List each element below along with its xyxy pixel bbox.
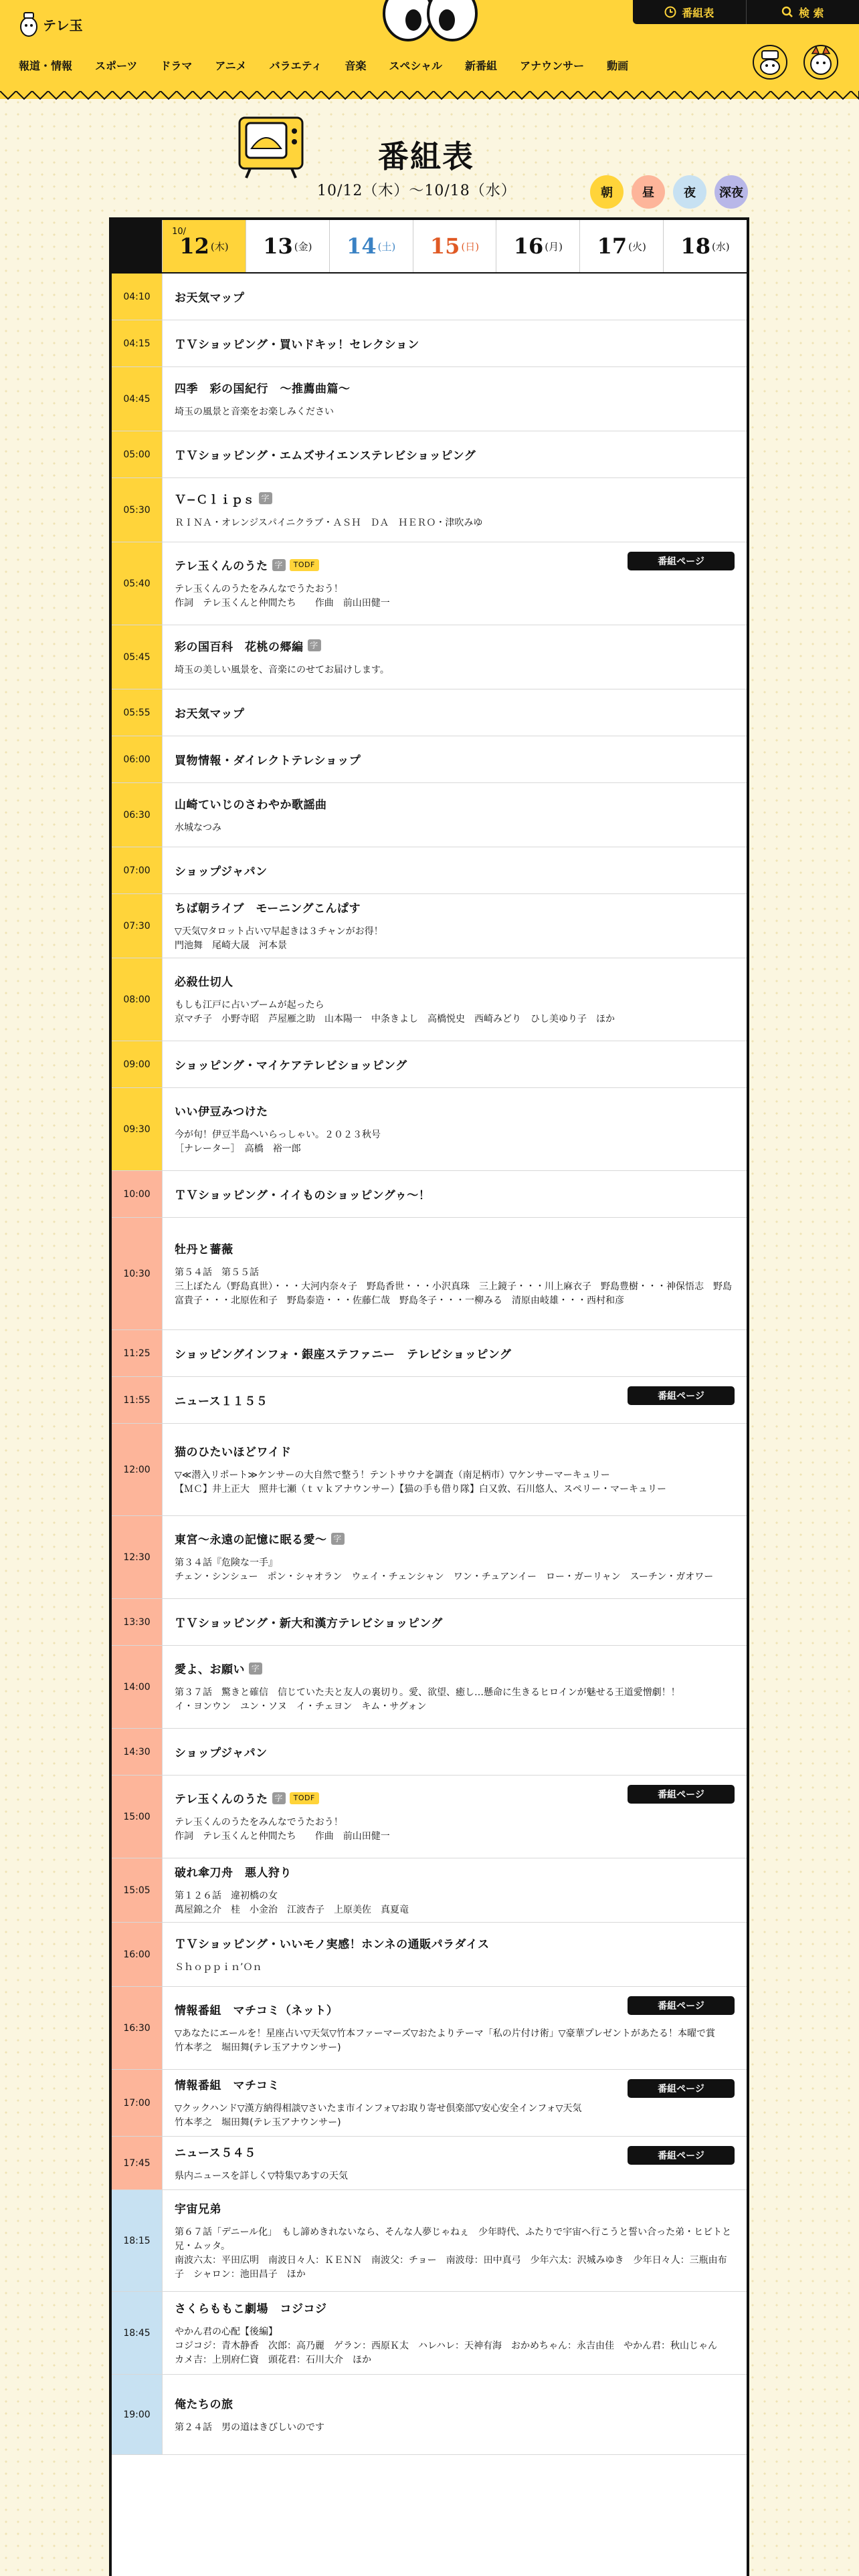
program-cell[interactable]	[163, 274, 747, 320]
program-description: 埼玉の美しい風景を、音楽にのせてお届けします。	[175, 664, 389, 675]
day-tab[interactable]	[579, 220, 663, 272]
program-row	[112, 1218, 747, 1330]
program-description: 埼玉の風景と音楽をお楽しみください	[175, 406, 334, 417]
day-tab[interactable]	[496, 220, 579, 272]
program-title-row	[175, 1186, 735, 1202]
site-header	[0, 0, 859, 99]
program-title: ＴＶショッピング・いいモノ実感！ホンネの通販パラダイス	[175, 1937, 490, 1951]
day-tab[interactable]	[246, 220, 329, 272]
schedule-link-label: 番組表	[682, 6, 714, 19]
program-row	[112, 847, 747, 894]
program-row	[112, 2375, 747, 2455]
subtitle-badge-icon: 字	[272, 1792, 286, 1804]
program-time: 08:00	[112, 958, 163, 1041]
program-cell[interactable]	[163, 2137, 747, 2189]
program-description: 県内ニュースを詳しく▽特集▽あすの天気	[175, 2170, 348, 2181]
program-description: ＲＩＮＡ・オレンジスパイニクラブ・ＡＳＨ ＤＡ ＨＥＲＯ・津吹みゆ	[175, 517, 483, 528]
program-title: 山崎ていじのさわやか歌謡曲	[175, 798, 327, 812]
program-cell[interactable]	[163, 1923, 747, 1986]
program-row	[112, 431, 747, 478]
program-title-row	[175, 1102, 735, 1119]
program-title: ニュース５４５	[175, 2146, 256, 2160]
program-cell[interactable]	[163, 2070, 747, 2136]
program-title-row	[175, 1240, 735, 1257]
program-title: 牡丹と薔薇	[175, 1243, 233, 1257]
program-row	[112, 1646, 747, 1729]
program-time: 17:45	[112, 2137, 163, 2189]
program-title: 買物情報・ダイレクトテレショップ	[175, 754, 361, 768]
program-title-row	[175, 1345, 735, 1362]
day-tab-date: 12	[179, 233, 209, 259]
program-title-row	[175, 1056, 735, 1073]
search-icon	[781, 6, 793, 18]
program-cell[interactable]	[163, 2190, 747, 2291]
program-cell[interactable]	[163, 1516, 747, 1598]
program-cell[interactable]	[163, 320, 747, 366]
program-cell[interactable]	[163, 1088, 747, 1170]
clock-icon	[664, 6, 676, 18]
program-time: 12:30	[112, 1516, 163, 1598]
date-range: 10/12（木）〜10/18（水）	[317, 183, 516, 199]
program-row	[112, 320, 747, 367]
program-row	[112, 274, 747, 320]
program-cast: 門池舞 尾崎大晟 河本景	[175, 940, 287, 951]
nav-sports[interactable]: スポーツ	[95, 59, 138, 72]
day-tab-weekday: (火)	[628, 240, 646, 253]
program-cell[interactable]	[163, 689, 747, 736]
day-tab-date: 14	[347, 233, 377, 259]
program-page-button[interactable]: 番組ページ	[628, 2079, 735, 2098]
subtitle-badge-icon: 字	[249, 1662, 262, 1675]
program-cast: 萬屋錦之介 桂 小金治 江波杏子 上原美佐 真夏竜	[175, 1905, 409, 1915]
day-tab-date: 13	[263, 233, 293, 259]
program-description: 水城なつみ	[175, 822, 221, 833]
program-time: 12:00	[112, 1424, 163, 1515]
top-links	[633, 0, 859, 24]
program-row	[112, 894, 747, 958]
program-description: ▽クックハンド▽漢方納得相談▽さいたま市インフォ▽お取り寄せ倶楽部▽安心安全インフォ▽天気	[175, 2103, 582, 2114]
program-description: 第５４話 第５５話	[175, 1267, 259, 1278]
program-time: 15:05	[112, 1858, 163, 1922]
program-time: 14:00	[112, 1646, 163, 1728]
night-filter-button[interactable]: 夜	[673, 175, 706, 209]
header-zigzag-edge	[0, 91, 859, 100]
program-page-button[interactable]: 番組ページ	[628, 2146, 735, 2165]
program-cell[interactable]	[163, 478, 747, 542]
program-description: 第２４話 男の道はきびしいのです	[175, 2422, 324, 2433]
program-cell[interactable]	[163, 1330, 747, 1376]
program-time: 07:30	[112, 894, 163, 958]
program-title-row	[175, 637, 735, 654]
program-title: 猫のひたいほどワイド	[175, 1446, 292, 1459]
tod-badge: TODF	[290, 559, 319, 571]
program-row	[112, 1377, 747, 1424]
program-cell[interactable]	[163, 1599, 747, 1645]
program-description: ▽≪潜入リポート≫ケンサーの大自然で整う！テントサウナを調査（南足柄市）▽ケンサーマーキュリー	[175, 1470, 610, 1481]
main-nav	[19, 55, 628, 75]
program-title-row	[175, 2395, 735, 2411]
tele-tama-character-icon[interactable]	[752, 44, 788, 80]
program-cast: 三上ぼたん（野島真世）・・・大河内奈々子 野島香世・・・小沢真珠 三上鏡子・・・川上麻衣子 野島豊樹・・・神保悟志 野島富貴子・・・北原佐和子 野島泰造・・・佐藤仁哉 野島冬子・・・一柳みる 清原由岐雄・・・西村和彦	[175, 1281, 732, 1306]
program-title-row	[175, 795, 735, 812]
program-cell[interactable]	[163, 1776, 747, 1858]
program-title: Ｖ−Ｃｌｉｐｓ	[175, 493, 255, 507]
program-row	[112, 542, 747, 625]
program-cast: 作詞 テレ玉くんと仲間たち 作曲 前山田健一	[175, 598, 390, 609]
program-row	[112, 1987, 747, 2070]
program-time: 11:25	[112, 1330, 163, 1376]
program-time: 05:30	[112, 478, 163, 542]
bbc-mascot-icon[interactable]	[803, 44, 839, 80]
program-title-row	[175, 704, 735, 721]
program-page-button[interactable]: 番組ページ	[628, 1996, 735, 2015]
program-cast: 京マチ子 小野寺昭 芦屋雁之助 山本陽一 中条きよし 高橋悦史 西崎みどり ひし美ゆり子 ほか	[175, 1014, 615, 1025]
program-title: ショッピングインフォ・銀座ステファニー テレビショッピング	[175, 1348, 512, 1362]
program-time: 06:00	[112, 736, 163, 782]
day-tab[interactable]	[329, 220, 413, 272]
program-description: ▽あなたにエールを！星座占い▽天気▽竹本ファーマーズ▽おたよりテーマ「私の片付け術」▽豪華プレゼントがあたる！本曜で賞	[175, 2028, 716, 2039]
program-title-row	[175, 1660, 735, 1677]
program-title-row	[175, 379, 735, 396]
nav-mascot-icons	[752, 44, 839, 80]
site-logo[interactable]	[19, 9, 83, 39]
program-title-row	[175, 335, 735, 352]
mascot-eyes-icon	[380, 0, 480, 41]
program-title: ＴＶショッピング・エムズサイエンステレビショッピング	[175, 449, 476, 463]
program-cell[interactable]	[163, 783, 747, 847]
day-tab-date: 18	[680, 233, 710, 259]
day-tab-weekday: (水)	[711, 240, 730, 253]
program-cell[interactable]	[163, 847, 747, 893]
program-cell[interactable]	[163, 431, 747, 477]
program-title: 宇宙兄弟	[175, 2203, 221, 2216]
program-cell[interactable]	[163, 1858, 747, 1922]
program-row	[112, 625, 747, 689]
program-cast: 竹本孝之 堀田舞(テレ玉アナウンサー)	[175, 2042, 341, 2053]
subtitle-badge-icon: 字	[272, 559, 286, 571]
program-time: 18:15	[112, 2190, 163, 2291]
program-title-row	[175, 972, 735, 989]
program-row	[112, 1599, 747, 1646]
program-row	[112, 1923, 747, 1987]
program-cell[interactable]	[163, 958, 747, 1041]
program-row	[112, 2292, 747, 2375]
program-title-row	[175, 862, 735, 879]
program-time: 10:30	[112, 1218, 163, 1329]
program-title: お天気マップ	[175, 708, 245, 721]
program-cell[interactable]	[163, 2292, 747, 2374]
day-tab-weekday: (月)	[545, 240, 563, 253]
program-cell[interactable]	[163, 1218, 747, 1329]
program-cell[interactable]	[163, 1646, 747, 1728]
program-row	[112, 1171, 747, 1218]
program-time: 09:30	[112, 1088, 163, 1170]
program-row	[112, 478, 747, 542]
program-title: ニュース１１５５	[175, 1395, 268, 1408]
program-schedule	[109, 217, 749, 2576]
program-page-button[interactable]: 番組ページ	[628, 1386, 735, 1405]
program-cast: イ・ヨンウン ユン・ソヌ イ・チェヨン キム・サグォン	[175, 1701, 427, 1712]
schedule-link[interactable]	[633, 0, 746, 24]
program-title: 破れ傘刀舟 悪人狩り	[175, 1866, 292, 1880]
program-row	[112, 1729, 747, 1776]
program-row	[112, 1424, 747, 1516]
day-tab[interactable]	[663, 220, 747, 272]
program-row	[112, 367, 747, 431]
program-title: 情報番組 マチコミ	[175, 2079, 280, 2092]
program-cell[interactable]	[163, 1041, 747, 1087]
program-cast: ［ナレーター］ 高橋 裕一郎	[175, 1144, 301, 1154]
program-cell[interactable]	[163, 1424, 747, 1515]
day-tab-date: 16	[513, 233, 544, 259]
day-tabs-corner	[112, 220, 162, 272]
program-cell[interactable]	[163, 1987, 747, 2069]
program-title-row	[175, 1935, 735, 1951]
program-time: 10:00	[112, 1171, 163, 1217]
nav-music[interactable]: 音楽	[345, 59, 367, 72]
program-time: 16:30	[112, 1987, 163, 2069]
program-cast: 【ＭＣ】井上正大 照井七瀬（ｔｖｋアナウンサー）【猫の手も借り隊】白又敦、石川悠人、スペリー・マーキュリー	[175, 1484, 666, 1495]
program-title: 東宮〜永遠の記憶に眠る愛〜	[175, 1533, 327, 1547]
program-row	[112, 1776, 747, 1858]
program-time: 18:45	[112, 2292, 163, 2374]
program-time: 14:30	[112, 1729, 163, 1775]
morning-filter-button[interactable]: 朝	[590, 175, 624, 209]
program-title: 彩の国百科 花桃の郷編	[175, 640, 304, 654]
program-cast: 竹本孝之 堀田舞(テレ玉アナウンサー)	[175, 2117, 341, 2128]
program-description: 第６７話「デニール化」 もし諦めきれないなら、そんな人夢じゃねぇ 少年時代、ふたりで宇宙へ行こうと誓い合った弟・ヒビトと兄・ムッタ。	[175, 2227, 732, 2252]
day-tab-weekday: (土)	[377, 240, 396, 253]
program-title: ＴＶショッピング・新大和漢方テレビショッピング	[175, 1617, 443, 1630]
program-cast: コジコジ：青木静香 次郎：高乃麗 ゲラン：西原Ｋ太 ハレハレ：天神有海 おかめちゃん：永吉由佳 やかん君：秋山じゃん カメ吉：上別府仁資 頭花君：石川大介 ほか	[175, 2340, 727, 2365]
program-cell[interactable]	[163, 542, 747, 625]
program-title: 情報番組 マチコミ（ネット）	[175, 2004, 339, 2018]
tod-badge: TODF	[290, 1792, 319, 1804]
program-list	[112, 274, 747, 2455]
program-title: 必殺仕切人	[175, 976, 233, 989]
program-time: 09:00	[112, 1041, 163, 1087]
program-description: 第３７話 驚きと確信 信じていた夫と友人の裏切り。愛、欲望、癒し…懸命に生きるヒロインが魅せる王道愛憎劇！！	[175, 1687, 680, 1698]
program-title-row	[175, 1530, 735, 1547]
program-cast: 南波六太：平田広明 南波日々人：ＫＥＮＮ 南波父：チョー 南波母：田中真弓 少年六太：沢城みゆき 少年日々人：三瓶由布子 シャロン：池田昌子 ほか	[175, 2255, 727, 2280]
program-row	[112, 2070, 747, 2137]
daytime-filter-button[interactable]: 昼	[632, 175, 665, 209]
day-tab-date: 17	[597, 233, 628, 259]
day-tab[interactable]	[162, 220, 246, 272]
program-time: 05:45	[112, 625, 163, 689]
program-title: ＴＶショッピング・買いドキッ！セレクション	[175, 338, 419, 352]
subtitle-badge-icon: 字	[331, 1533, 345, 1545]
program-title: ＴＶショッピング・イイものショッピングゥ〜！	[175, 1189, 431, 1202]
program-row	[112, 736, 747, 783]
program-row	[112, 1088, 747, 1171]
program-cell[interactable]	[163, 625, 747, 689]
program-title: ショップジャパン	[175, 865, 268, 879]
program-time: 05:00	[112, 431, 163, 477]
page-title: 番組表	[378, 138, 474, 175]
program-time: 04:15	[112, 320, 163, 366]
day-tabs	[112, 220, 747, 274]
nav-special[interactable]: スペシャル	[389, 59, 443, 72]
program-time: 17:00	[112, 2070, 163, 2136]
nav-new-programs[interactable]: 新番組	[465, 59, 498, 72]
program-row	[112, 958, 747, 1041]
nav-news[interactable]: 報道・情報	[19, 59, 73, 72]
nav-drama[interactable]: ドラマ	[160, 59, 193, 72]
program-title: いい伊豆みつけた	[175, 1105, 268, 1119]
program-cell[interactable]	[163, 1377, 747, 1423]
program-title-row	[175, 2199, 735, 2216]
program-title: ちば朝ライブ モーニングこんぱす	[175, 902, 361, 916]
day-tab-month: 10/	[172, 227, 186, 237]
program-time: 19:00	[112, 2375, 163, 2454]
program-title-row	[175, 751, 735, 768]
day-tab-weekday: (金)	[294, 240, 312, 253]
day-tab-date: 15	[430, 233, 460, 259]
program-time: 04:10	[112, 274, 163, 320]
program-description: やかん君の心配【後編】	[175, 2326, 278, 2337]
retro-tv-illustration-icon	[234, 112, 308, 181]
program-cell[interactable]	[163, 2375, 747, 2454]
time-filter-buttons	[590, 175, 748, 209]
program-description: Ｓｈｏｐｐｉｎ’Ｏｎ	[175, 1961, 262, 1973]
program-title-row	[175, 1863, 735, 1880]
program-row	[112, 2137, 747, 2190]
search-link[interactable]	[746, 0, 859, 24]
program-cell[interactable]	[163, 1729, 747, 1775]
day-tab-weekday: (木)	[210, 240, 229, 253]
program-title: さくらももこ劇場 コジコジ	[175, 2302, 327, 2316]
program-page-button[interactable]: 番組ページ	[628, 1785, 735, 1804]
program-description: 第１２６話 違初橋の女	[175, 1891, 278, 1901]
program-title-row	[175, 288, 735, 305]
program-cell[interactable]	[163, 367, 747, 431]
day-tab[interactable]	[413, 220, 496, 272]
program-title-row	[175, 446, 735, 463]
program-row	[112, 1516, 747, 1599]
program-description: ▽天気▽タロット占い▽早起きは３チャンがお得！	[175, 926, 383, 937]
program-title-row	[175, 2299, 735, 2316]
nav-anime[interactable]: アニメ	[215, 59, 247, 72]
nav-announcers[interactable]: アナウンサー	[520, 59, 585, 72]
program-row	[112, 1858, 747, 1923]
program-title: 俺たちの旅	[175, 2397, 233, 2411]
program-cell[interactable]	[163, 1171, 747, 1217]
program-title-row	[175, 1442, 735, 1459]
program-title-row	[175, 490, 735, 507]
program-row	[112, 2190, 747, 2292]
program-time: 11:55	[112, 1377, 163, 1423]
nav-variety[interactable]: バラエティ	[269, 59, 322, 72]
program-title-row	[175, 1743, 735, 1760]
program-title-row	[175, 899, 735, 916]
program-row	[112, 689, 747, 736]
day-tab-weekday: (日)	[461, 240, 480, 253]
program-description: もしも江戸に占いブームが起ったら	[175, 1000, 324, 1010]
program-description: テレ玉くんのうたをみんなでうたおう！	[175, 1817, 343, 1828]
program-time: 04:45	[112, 367, 163, 431]
late-night-filter-button[interactable]: 深夜	[714, 175, 748, 209]
program-page-button[interactable]: 番組ページ	[628, 552, 735, 570]
subtitle-badge-icon: 字	[308, 639, 321, 651]
program-title: テレ玉くんのうた	[175, 1793, 268, 1806]
program-title-row	[175, 1614, 735, 1630]
program-time: 15:00	[112, 1776, 163, 1858]
program-cell[interactable]	[163, 736, 747, 782]
tele-tama-mascot-icon	[19, 11, 39, 37]
program-time: 16:00	[112, 1923, 163, 1986]
program-time: 13:30	[112, 1599, 163, 1645]
logo-text: テレ玉	[43, 17, 83, 33]
nav-videos[interactable]: 動画	[607, 59, 629, 72]
program-row	[112, 783, 747, 847]
program-description: テレ玉くんのうたをみんなでうたおう！	[175, 584, 343, 595]
program-cell[interactable]	[163, 894, 747, 958]
subtitle-badge-icon: 字	[259, 492, 272, 504]
program-title: 四季 彩の国紀行 〜推薦曲篇〜	[175, 382, 351, 396]
program-title: テレ玉くんのうた	[175, 560, 268, 573]
program-time: 06:30	[112, 783, 163, 847]
program-cast: 作詞 テレ玉くんと仲間たち 作曲 前山田健一	[175, 1831, 390, 1842]
program-title: お天気マップ	[175, 292, 245, 305]
program-title: ショップジャパン	[175, 1747, 268, 1760]
program-title: 愛よ、お願い	[175, 1663, 245, 1677]
program-description: 今が旬！伊豆半島へいらっしゃい。２０２３秋号	[175, 1130, 381, 1140]
program-title: ショッピング・マイケアテレビショッピング	[175, 1059, 407, 1073]
program-row	[112, 1041, 747, 1088]
program-description: 第３４話『危険な一手』	[175, 1558, 278, 1568]
program-time: 05:55	[112, 689, 163, 736]
program-cast: チェン・シンシュー ポン・シャオラン ウェイ・チェンシャン ワン・チュアンイー ロー・ガーリャン スーチン・ガオワー	[175, 1572, 714, 1582]
program-time: 07:00	[112, 847, 163, 893]
search-link-label: 検 索	[798, 6, 824, 19]
program-time: 05:40	[112, 542, 163, 625]
program-row	[112, 1330, 747, 1377]
